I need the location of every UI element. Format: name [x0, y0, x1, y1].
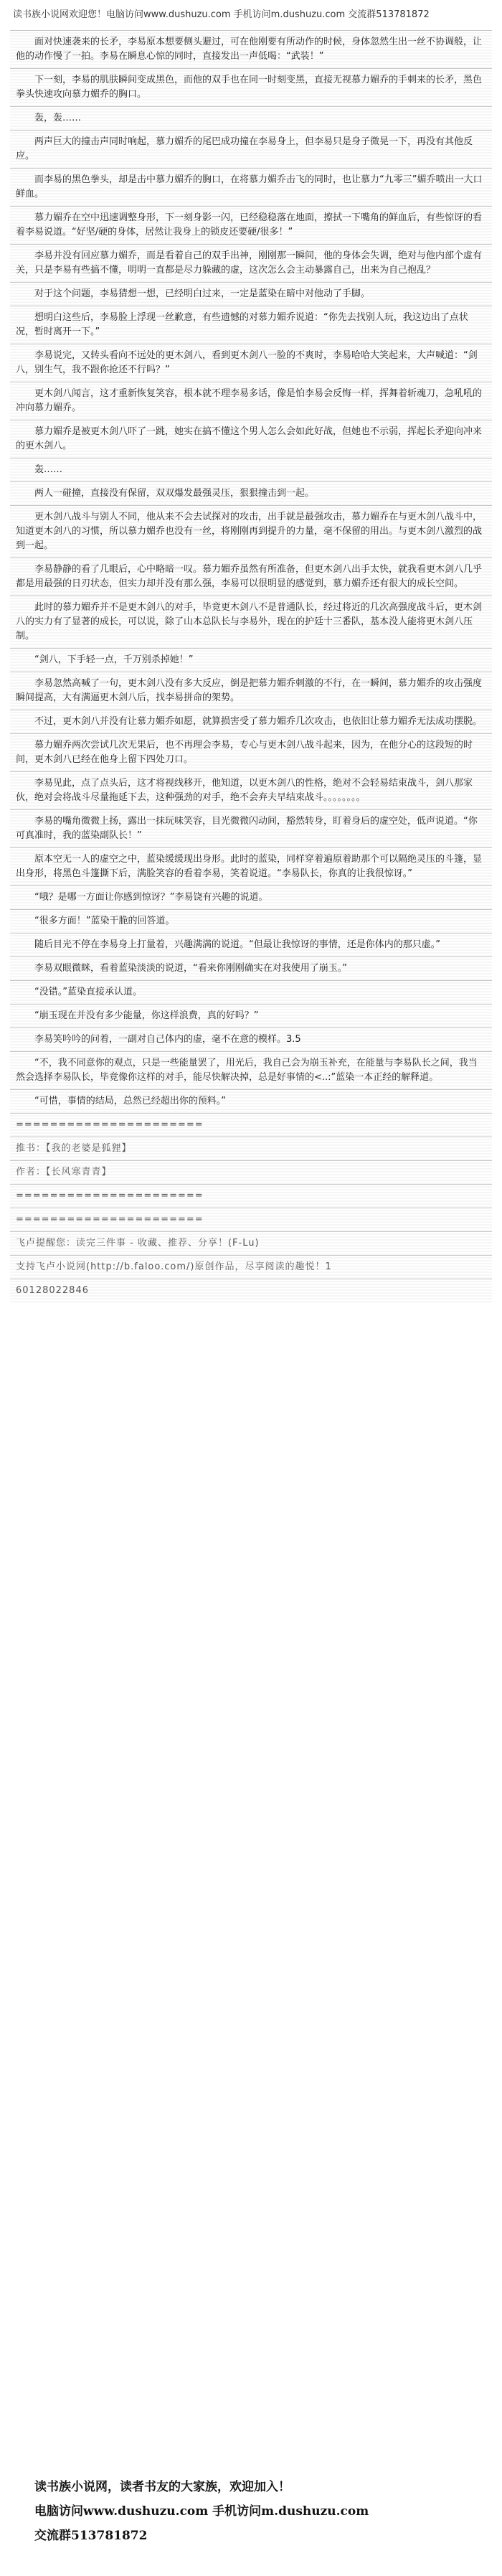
paragraph-12: 慕力媚乔是被更木剑八吓了一跳，她实在搞不懂这个男人怎么会如此好战，但她也不示弱，挥起长矛迎向冲来的更木剑八。: [10, 420, 492, 458]
paragraph-15: 更木剑八战斗与别人不同，他从来不会去试探对的攻击，出手就是最强攻击，慕力媚乔在与更木剑八战斗中，知道更木剑八的习惯，所以慕力媚乔也没有一丝，将刚刚再到提升的力量，毫不保留的用出。与更木剑八激烈的战到一起。: [10, 505, 492, 558]
chapter-id: 60128022846: [10, 1279, 492, 1302]
paragraph-23: 李易的嘴角微微上扬，露出一抹玩味笑容，目光微微闪动间，豁然转身，盯着身后的虚空处，低声说道。“你可真准时，我的蓝染副队长！”: [10, 809, 492, 847]
support-notice: 支持飞卢小说网(http://b.faloo.com/)原创作品，尽享阅读的趣悦！1: [10, 1255, 492, 1279]
paragraph-24: 原本空无一人的虚空之中，蓝染缓缓现出身形。此时的蓝染，同样穿着遍原着助那个可以隔绝灵压的斗篷，显出身形，将黑色斗篷撕下后，满脸笑容的看着李易，笑着说道。“李易队长，你真的让我很惊讶。”: [10, 847, 492, 885]
paragraph-28: 李易双眼微眯，看着蓝染淡淡的说道，“看来你刚刚确实在对我使用了崩玉。”: [10, 956, 492, 980]
paragraph-26: “很多方面！”蓝染干脆的回答道。: [10, 909, 492, 933]
paragraph-14: 两人一碰撞，直接没有保留，双双爆发最强灵压，狠狠撞击到一起。: [10, 481, 492, 505]
paragraph-8: 对于这个问题，李易猜想一想，已经明白过来，一定是蓝染在暗中对他动了手脚。: [10, 282, 492, 306]
paragraph-7: 李易并没有回应慕力媚乔，而是看着自己的双手出神，刚刚那一瞬间，他的身体会失调，绝对与他内部个虚有关，只是李易有些搞不懂，明明一直都是尽力躲藏的虚，这次怎么会主动暴露自己，出来为自己抱乱？: [10, 244, 492, 282]
separator-line: ======================: [10, 1208, 492, 1231]
paragraph-18: “剑八，下手轻一点，千万别杀掉她！”: [10, 648, 492, 672]
paragraph-3: 轰，轰……: [10, 106, 492, 130]
paragraph-13: 轰……: [10, 458, 492, 481]
paragraph-19: 李易忽然高喊了一句，更木剑八没有多大反应，倒是把慕力媚乔刺激的不行，在一瞬间，慕力媚乔的攻击强度瞬间提高，大有满逼更木剑八后，找李易拼命的架势。: [10, 672, 492, 710]
paragraph-2: 下一刻，李易的肌肤瞬间变成黑色，而他的双手也在同一时刻变黑，直接无视慕力媚乔的手刺来的长矛，黑色拳头快速攻向慕力媚乔的胸口。: [10, 68, 492, 106]
paragraph-11: 更木剑八闻言，这才重新恢复笑容，根本就不理李易多话，像是怕李易会反悔一样，挥舞着斩魂刀，急吼吼的冲向慕力媚乔。: [10, 382, 492, 420]
paragraph-5: 而李易的黑色拳头，却是击中慕力媚乔的胸口，在将慕力媚乔击飞的同时，也让慕力“九零三”媚乔喷出一大口鲜血。: [10, 168, 492, 206]
footer-line-group: 交流群513781872: [34, 2529, 148, 2543]
paragraph-4: 两声巨大的撞击声同时响起，慕力媚乔的尾巴成功撞在李易身上，但李易只是身子微晃一下，再没有其他反应。: [10, 130, 492, 168]
paragraph-17: 此时的慕力媚乔并不是更木剑八的对手，毕竟更木剑八不是普通队长，经过将近的几次高强度战斗后，更木剑八的实力有了显著的成长，可以说，除了山本总队长与李易外，现在的护廷十三番队，基本没人能将更木剑八压制。: [10, 596, 492, 648]
paragraph-1: 面对快速袭来的长矛，李易原本想要侧头避过，可在他刚要有所动作的时候，身体忽然生出一丝不协调般，让他的动作慢了一拍。李易在瞬息心惊的同时，直接发出一声低喝：“武装！”: [10, 30, 492, 68]
paragraph-31: 李易笑吟吟的问着，一副对自己体内的虚，毫不在意的模样。3.5: [10, 1028, 492, 1051]
site-banner: 读书族小说网欢迎您！电脑访问www.dushuzu.com 手机访问m.dushuzu.com 交流群513781872: [0, 0, 502, 27]
book-recommendation: 推书：【我的老婆是狐狸】: [10, 1137, 492, 1160]
paragraph-20: 不过，更木剑八并没有让慕力媚乔如愿，就算损害受了慕力媚乔几次攻击，也依旧让慕力媚乔无法成功摆脱。: [10, 710, 492, 733]
paragraph-25: “哦？是哪一方面让你感到惊讶？”李易饶有兴趣的说道。: [10, 885, 492, 909]
paragraph-21: 慕力媚乔两次尝试几次无果后，也不再理会李易，专心与更木剑八战斗起来，因为，在他分心的这段短的时间，更木剑八已经在他身上留下四处刀口。: [10, 733, 492, 771]
paragraph-6: 慕力媚乔在空中迅速调整身形，下一刻身影一闪，已经稳稳落在地面，擦拭一下嘴角的鲜血后，有些惊讶的看着李易说道。“好坚/硬的身体，居然让我身上的锁皮还要硬/很多！”: [10, 206, 492, 244]
paragraph-22: 李易见此，点了点头后，这才将视线移开，他知道，以更木剑八的性格，绝对不会轻易结束战斗，剑八那家伙，绝对会将战斗尽量拖延下去，这种强劲的对手，绝不会弃夫早结束战斗。。。。。。。。: [10, 771, 492, 809]
paragraph-16: 李易静静的看了几眼后，心中略暗一叹。慕力媚乔虽然有所准备，但更木剑八出手太快，就我看更木剑八几乎都是用最强的日刃状态，但实力却并没有那么强，李易可以很明显的感觉到，慕力媚乔还有很大的成长空间。: [10, 558, 492, 596]
chapter-body: [0, 27, 502, 1302]
paragraph-10: 李易说完，又转头看向不远处的更木剑八，看到更木剑八一脸的不爽时，李易哈哈大笑起来，大声喊道：“剑八，别生气，我不跟你抢还不行吗？”: [10, 344, 492, 382]
paragraph-33: “可惜，事情的结局，总然已经超出你的预料。”: [10, 1089, 492, 1113]
paragraph-29: “没错。”蓝染直接承认道。: [10, 980, 492, 1004]
footer-line-welcome: 读书族小说网，读者书友的大家族，欢迎加入！: [34, 2480, 290, 2494]
separator-line: ======================: [10, 1113, 492, 1137]
reading-notice: 飞卢提醒您：读完三件事 - 收藏、推荐、分享！(F-Lu): [10, 1231, 492, 1255]
separator-line: ======================: [10, 1184, 492, 1208]
footer-line-links: 电脑访问www.dushuzu.com 手机访问m.dushuzu.com: [34, 2504, 369, 2519]
paragraph-9: 想明白这些后，李易脸上浮现一丝歉意，有些遗憾的对慕力媚乔说道：“你先去找别人玩，我这边出了点状况，暂时离开一下。”: [10, 306, 492, 344]
paragraph-27: 随后目光不停在李易身上打量着，兴趣满满的说道。“但最让我惊讶的事情，还是你体内的那只虚。”: [10, 933, 492, 956]
footer-ad: [0, 2463, 502, 2559]
paragraph-30: “崩玉现在并没有多少能量，你这样浪费，真的好吗？”: [10, 1004, 492, 1028]
author-line: 作者：【长风寒青青】: [10, 1160, 492, 1184]
paragraph-32: “不，我不同意你的观点，只是一些能量罢了，用光后，我自己会为崩玉补充，在能量与李易队长之间，我当然会选择李易队长，毕竟像你这样的对手，能尽快解决掉，总是好事情的<..:”蓝染一本正经的解释道。: [10, 1051, 492, 1089]
